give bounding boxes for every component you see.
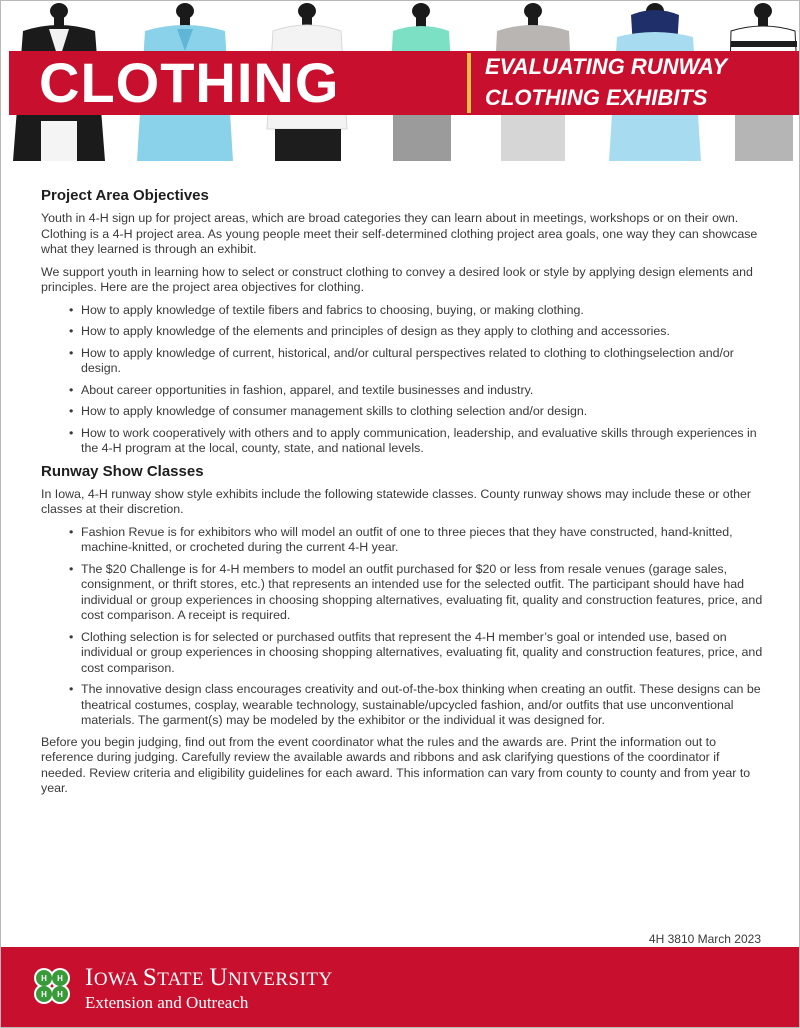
header-banner bbox=[1, 1, 799, 166]
list-item: • The $20 Challenge is for 4-H members to model an outfit purchased for $20 or less from resale venues (garage sales, consignment, or thrift stores, etc.) that represents an intended use for the selected outfit. The participant should have had individual or group experiences in choosing shopping alternatives, evaluating fit, quality and construction features, price, and cost comparison. A receipt is required. bbox=[81, 562, 765, 624]
list-item: • How to apply knowledge of textile fibers and fabrics to choosing, buying, or making clothing. bbox=[81, 303, 765, 319]
paragraph: We support youth in learning how to select or construct clothing to convey a desired look or style by applying design elements and principles. Here are the project area objectives for clothing. bbox=[41, 264, 753, 294]
closing-paragraph: Before you begin judging, find out from the event coordinator what the rules and the awards are. Print the information out to reference during judging. Carefully review the available awards and ribbons and ask clarifying questions of the coordinator if needed. Review criteria and eligibility guidelines for each award. This information can vary from county to county and from year to year. bbox=[41, 734, 751, 795]
svg-text:H: H bbox=[41, 974, 47, 983]
section-heading-runway-classes: Runway Show Classes bbox=[41, 462, 204, 480]
objectives-list bbox=[41, 303, 765, 457]
list-item: • About career opportunities in fashion, apparel, and textile businesses and industry. bbox=[81, 383, 765, 399]
footer bbox=[1, 947, 799, 1027]
banner-divider bbox=[467, 53, 471, 113]
university-name: IOWA STATE UNIVERSITY bbox=[85, 964, 333, 991]
list-item: • How to apply knowledge of consumer management skills to clothing selection and/or design. bbox=[81, 404, 765, 420]
list-item: • How to apply knowledge of current, historical, and/or cultural perspectives related to clothing to clothingselection and/or design. bbox=[81, 346, 765, 377]
page-subtitle bbox=[485, 51, 727, 113]
subtitle-line-2: CLOTHING EXHIBITS bbox=[485, 85, 708, 110]
four-h-clover-icon bbox=[29, 963, 75, 1009]
paragraph: Youth in 4-H sign up for project areas, which are broad categories they can learn about in meetings, workshops or on their own. Clothing is a 4-H project area. As young people meet their self-determined clothing project area goals, one way they can showcase what they learned is through an exhibit. bbox=[41, 211, 758, 256]
list-item: • Clothing selection is for selected or purchased outfits that represent the 4-H member’s goal or intended use, based on individual or group experiences in choosing shopping alternatives, evaluating fit, quality and construction features, price, and cost comparison. bbox=[81, 630, 765, 677]
section-heading-objectives: Project Area Objectives bbox=[41, 187, 209, 204]
svg-text:H: H bbox=[41, 990, 47, 999]
subtitle-line-1: EVALUATING RUNWAY bbox=[485, 54, 727, 79]
svg-text:H: H bbox=[57, 974, 63, 983]
svg-text:H: H bbox=[57, 990, 63, 999]
runway-classes-list bbox=[41, 525, 765, 729]
list-item: • How to apply knowledge of the elements and principles of design as they apply to clothing and accessories. bbox=[81, 324, 765, 340]
document-body bbox=[41, 187, 765, 804]
extension-unit: Extension and Outreach bbox=[85, 993, 249, 1012]
list-item: • The innovative design class encourages creativity and out-of-the-box thinking when creating an outfit. These designs can be theatrical costumes, cosplay, wearable technology, sustainable/upcycled fashion, and/or outfits that use unconventional materials. The garment(s) may be modeled by the exhibitor or the individual it was designed for. bbox=[81, 682, 765, 729]
document-id: 4H 3810 March 2023 bbox=[648, 932, 761, 946]
list-item: • Fashion Revue is for exhibitors who will model an outfit of one to three pieces that they have constructed, hand-knitted, machine-knitted, or crocheted during the current 4-H year. bbox=[81, 525, 765, 556]
list-item: • How to work cooperatively with others and to apply communication, leadership, and evaluative skills through experiences in the 4-H program at the local, county, state, and national levels. bbox=[81, 426, 765, 457]
page-title: CLOTHING bbox=[39, 51, 340, 114]
paragraph: In Iowa, 4-H runway show style exhibits include the following statewide classes. County runway shows may include these or other classes at their discretion. bbox=[41, 486, 752, 516]
